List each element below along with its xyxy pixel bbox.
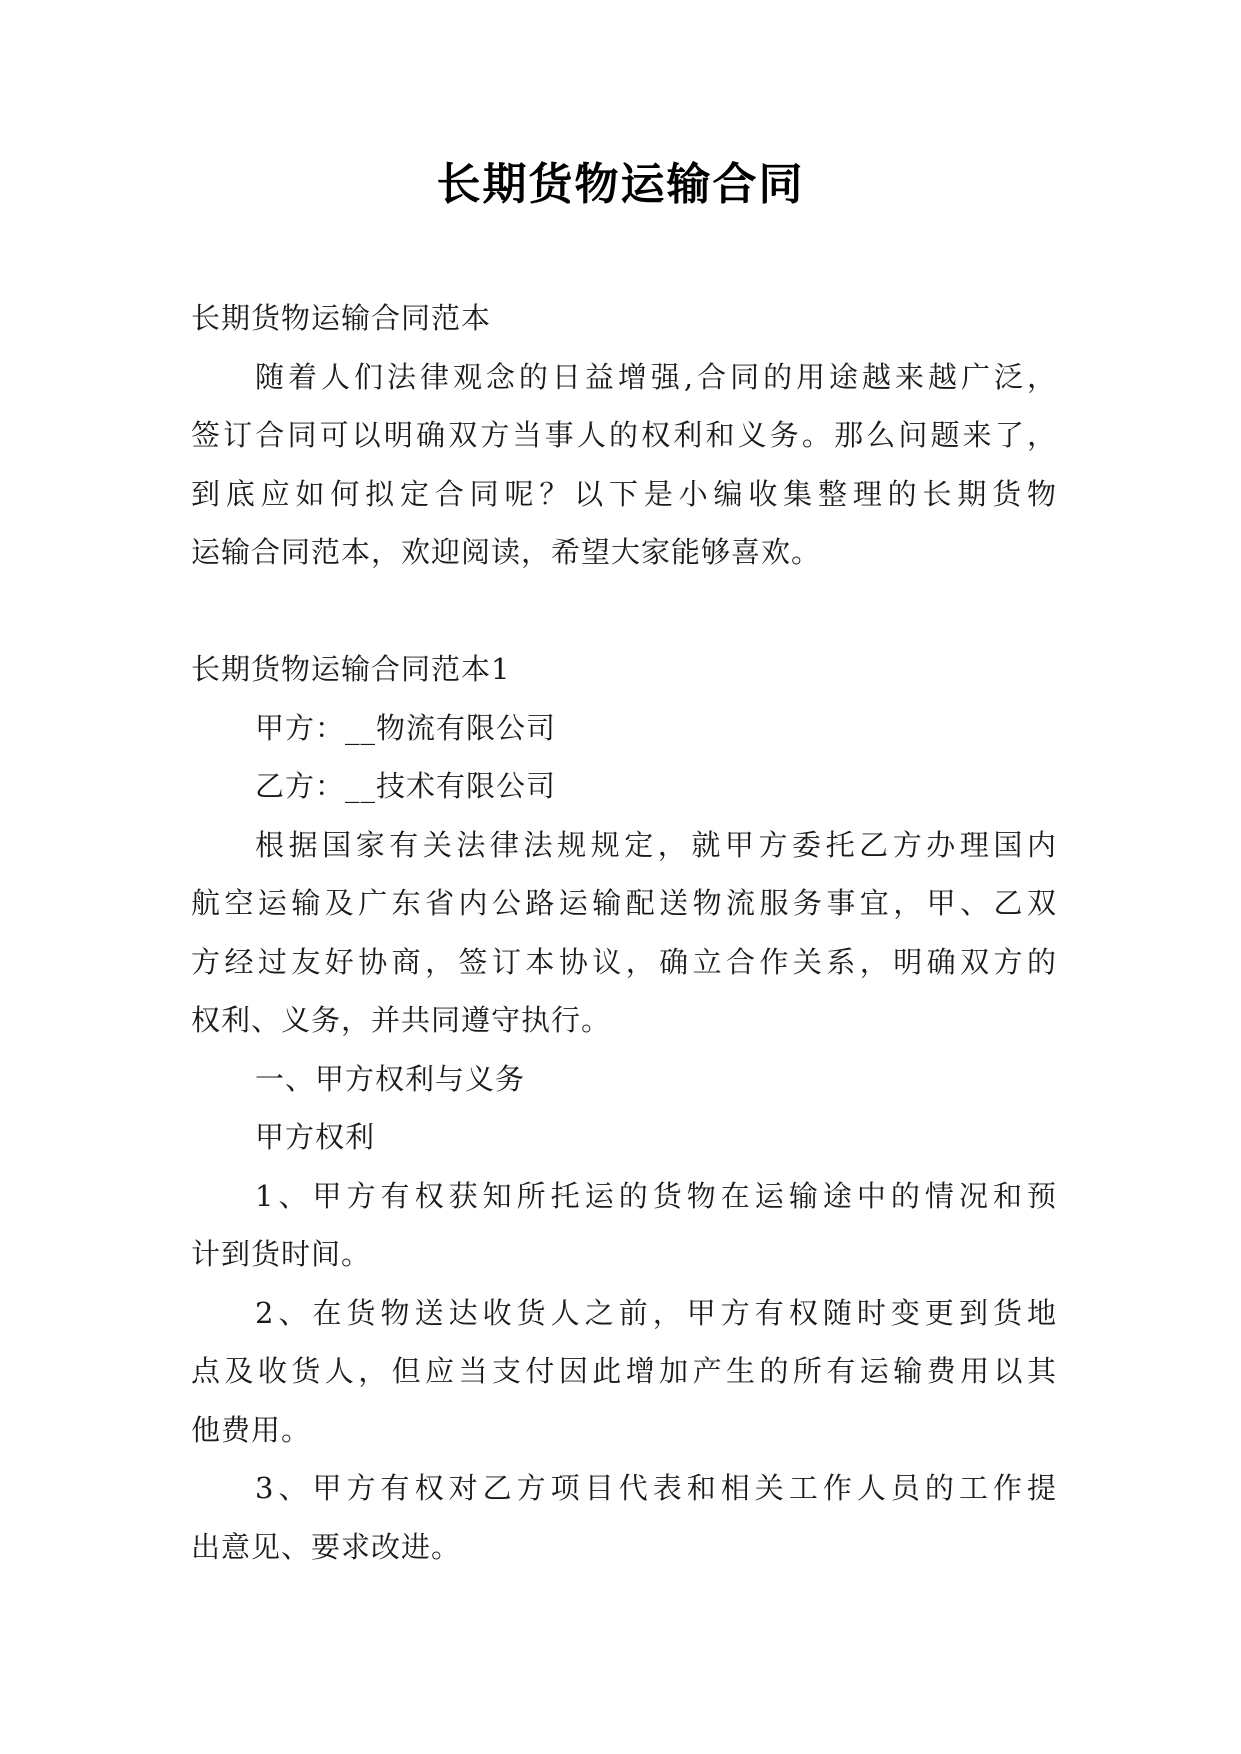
clause-item-line: 计到货时间。 — [191, 1237, 372, 1271]
clause-item-2 — [191, 1284, 1057, 1460]
clause-item-1 — [191, 1167, 1057, 1284]
clause-item-line: 1、甲方有权获知所托运的货物在运输途中的情况和预 — [255, 1178, 1057, 1213]
template-subtitle: 长期货物运输合同范本 — [191, 301, 492, 335]
document-title: 长期货物运输合同 — [436, 159, 805, 210]
clause-item-line: 他费用。 — [191, 1412, 312, 1447]
party-b: 乙方：__技术有限公司 — [255, 769, 557, 803]
section-heading: 长期货物运输合同范本1 — [191, 652, 511, 686]
preamble-line: 权利、义务，并共同遵守执行。 — [191, 1003, 612, 1037]
clause-item-line: 出意见、要求改进。 — [191, 1529, 462, 1564]
clause-heading: 一、甲方权利与义务 — [255, 1061, 526, 1096]
preamble-line: 航空运输及广东省内公路运输配送物流服务事宜，甲、乙双 — [191, 886, 1057, 920]
clause-item-3 — [191, 1459, 1057, 1576]
intro-line: 到底应如何拟定合同呢？以下是小编收集整理的长期货物 — [191, 476, 1057, 511]
preamble-paragraph — [191, 816, 1057, 1050]
party-a: 甲方：__物流有限公司 — [255, 710, 557, 745]
preamble-line: 根据国家有关法律法规规定，就甲方委托乙方办理国内 — [255, 827, 1057, 862]
intro-line: 签订合同可以明确双方当事人的权利和义务。那么问题来了， — [191, 418, 1057, 452]
spacer — [191, 582, 1057, 641]
document-body — [191, 289, 1057, 1576]
clause-item-line: 2、在货物送达收货人之前，甲方有权随时变更到货地 — [255, 1295, 1057, 1330]
clause-item-line: 3、甲方有权对乙方项目代表和相关工作人员的工作提 — [255, 1471, 1057, 1505]
intro-line: 随着人们法律观念的日益增强,合同的用途越来越广泛， — [255, 359, 1057, 394]
preamble-line: 方经过友好协商，签订本协议，确立合作关系，明确双方的 — [191, 944, 1057, 979]
intro-paragraph — [191, 348, 1057, 582]
intro-line: 运输合同范本，欢迎阅读，希望大家能够喜欢。 — [191, 535, 822, 569]
clause-subheading: 甲方权利 — [255, 1120, 376, 1154]
clause-item-line: 点及收货人，但应当支付因此增加产生的所有运输费用以其 — [191, 1354, 1057, 1388]
